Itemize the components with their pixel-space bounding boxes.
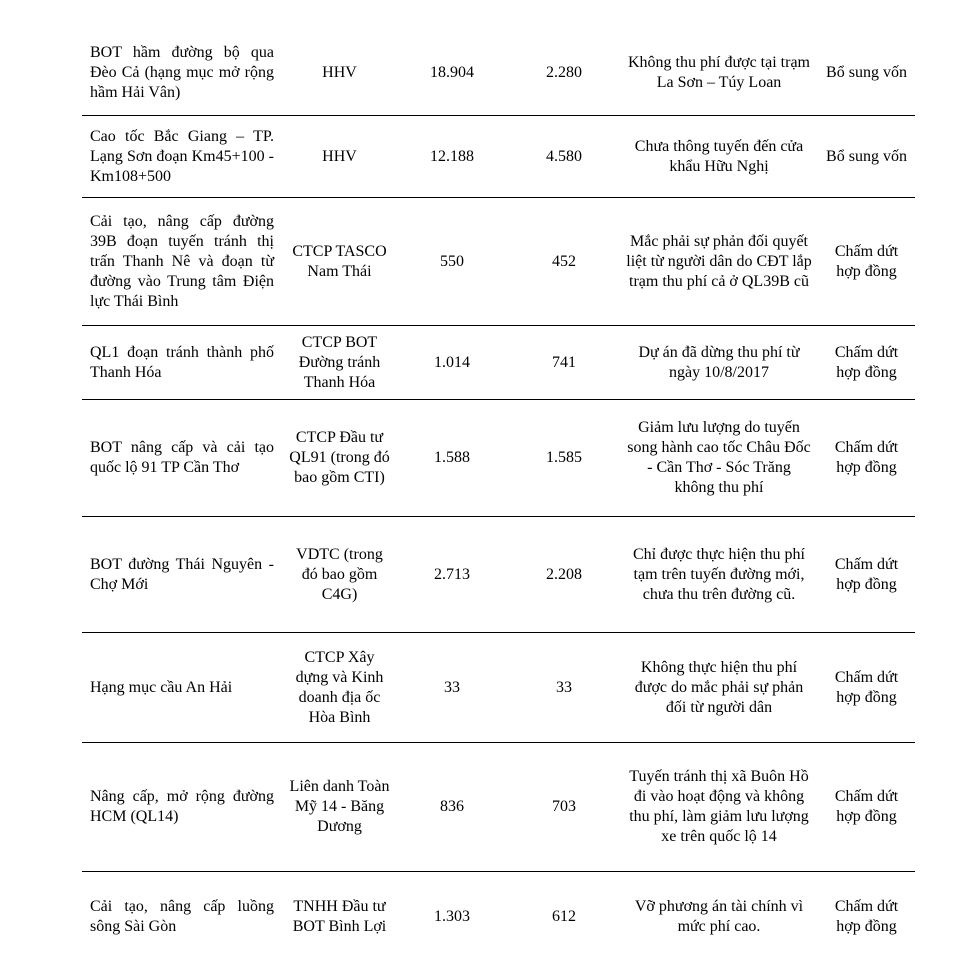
reason-cell: Mắc phải sự phản đối quyết liệt từ người dân do CĐT lắp trạm thu phí cả ở QL39B cũ (620, 198, 818, 326)
value-b-cell: 452 (508, 198, 620, 326)
result-cell: Chấm dứt hợp đồng (818, 517, 915, 633)
investor-cell: VDTC (trong đó bao gồm C4G) (283, 517, 396, 633)
result-cell: Chấm dứt hợp đồng (818, 633, 915, 743)
value-a-cell: 1.303 (396, 872, 508, 962)
project-name-cell: QL1 đoạn tránh thành phố Thanh Hóa (82, 326, 283, 400)
project-name-cell: BOT hầm đường bộ qua Đèo Cả (hạng mục mở rộng hầm Hải Vân) (82, 30, 283, 116)
investor-cell: CTCP Xây dựng và Kinh doanh địa ốc Hòa Bình (283, 633, 396, 743)
reason-cell: Vỡ phương án tài chính vì mức phí cao. (620, 872, 818, 962)
investor-cell: TNHH Đầu tư BOT Bình Lợi (283, 872, 396, 962)
value-a-cell: 18.904 (396, 30, 508, 116)
value-a-cell: 1.014 (396, 326, 508, 400)
value-a-cell: 550 (396, 198, 508, 326)
table-row (82, 517, 915, 633)
table-row (82, 326, 915, 400)
project-name-cell: Cải tạo, nâng cấp đường 39B đoạn tuyến tránh thị trấn Thanh Nê và đoạn từ đường vào Trung tâm Điện lực Thái Bình (82, 198, 283, 326)
project-name-cell: Nâng cấp, mở rộng đường HCM (QL14) (82, 743, 283, 872)
bot-projects-table (82, 30, 915, 962)
value-a-cell: 2.713 (396, 517, 508, 633)
reason-cell: Giảm lưu lượng do tuyến song hành cao tốc Châu Đốc - Cần Thơ - Sóc Trăng không thu phí (620, 400, 818, 517)
table-row (82, 872, 915, 962)
value-b-cell: 741 (508, 326, 620, 400)
investor-cell: Liên danh Toàn Mỹ 14 - Băng Dương (283, 743, 396, 872)
value-b-cell: 612 (508, 872, 620, 962)
table-row (82, 633, 915, 743)
result-cell: Chấm dứt hợp đồng (818, 743, 915, 872)
result-cell: Chấm dứt hợp đồng (818, 400, 915, 517)
investor-cell: CTCP TASCO Nam Thái (283, 198, 396, 326)
table-row (82, 198, 915, 326)
value-a-cell: 33 (396, 633, 508, 743)
value-a-cell: 1.588 (396, 400, 508, 517)
result-cell: Chấm dứt hợp đồng (818, 198, 915, 326)
value-b-cell: 4.580 (508, 116, 620, 198)
reason-cell: Dự án đã dừng thu phí từ ngày 10/8/2017 (620, 326, 818, 400)
reason-cell: Tuyến tránh thị xã Buôn Hồ đi vào hoạt động và không thu phí, làm giảm lưu lượng xe trên quốc lộ 14 (620, 743, 818, 872)
table-row (82, 743, 915, 872)
result-cell: Bổ sung vốn (818, 116, 915, 198)
table-row (82, 400, 915, 517)
value-b-cell: 1.585 (508, 400, 620, 517)
value-b-cell: 703 (508, 743, 620, 872)
project-name-cell: Cao tốc Bắc Giang – TP. Lạng Sơn đoạn Km45+100 - Km108+500 (82, 116, 283, 198)
value-a-cell: 836 (396, 743, 508, 872)
project-name-cell: Cải tạo, nâng cấp luồng sông Sài Gòn (82, 872, 283, 962)
project-name-cell: BOT nâng cấp và cải tạo quốc lộ 91 TP Cần Thơ (82, 400, 283, 517)
result-cell: Chấm dứt hợp đồng (818, 872, 915, 962)
project-name-cell: BOT đường Thái Nguyên - Chợ Mới (82, 517, 283, 633)
table-row (82, 30, 915, 116)
table-body (82, 30, 915, 962)
result-cell: Bổ sung vốn (818, 30, 915, 116)
investor-cell: HHV (283, 116, 396, 198)
value-b-cell: 33 (508, 633, 620, 743)
value-b-cell: 2.280 (508, 30, 620, 116)
reason-cell: Không thực hiện thu phí được do mắc phải sự phản đối từ người dân (620, 633, 818, 743)
table-row (82, 116, 915, 198)
project-name-cell: Hạng mục cầu An Hải (82, 633, 283, 743)
reason-cell: Chưa thông tuyến đến cửa khẩu Hữu Nghị (620, 116, 818, 198)
reason-cell: Không thu phí được tại trạm La Sơn – Túy Loan (620, 30, 818, 116)
value-a-cell: 12.188 (396, 116, 508, 198)
investor-cell: CTCP Đầu tư QL91 (trong đó bao gồm CTI) (283, 400, 396, 517)
reason-cell: Chỉ được thực hiện thu phí tạm trên tuyến đường mới, chưa thu trên đường cũ. (620, 517, 818, 633)
investor-cell: CTCP BOT Đường tránh Thanh Hóa (283, 326, 396, 400)
result-cell: Chấm dứt hợp đồng (818, 326, 915, 400)
investor-cell: HHV (283, 30, 396, 116)
value-b-cell: 2.208 (508, 517, 620, 633)
